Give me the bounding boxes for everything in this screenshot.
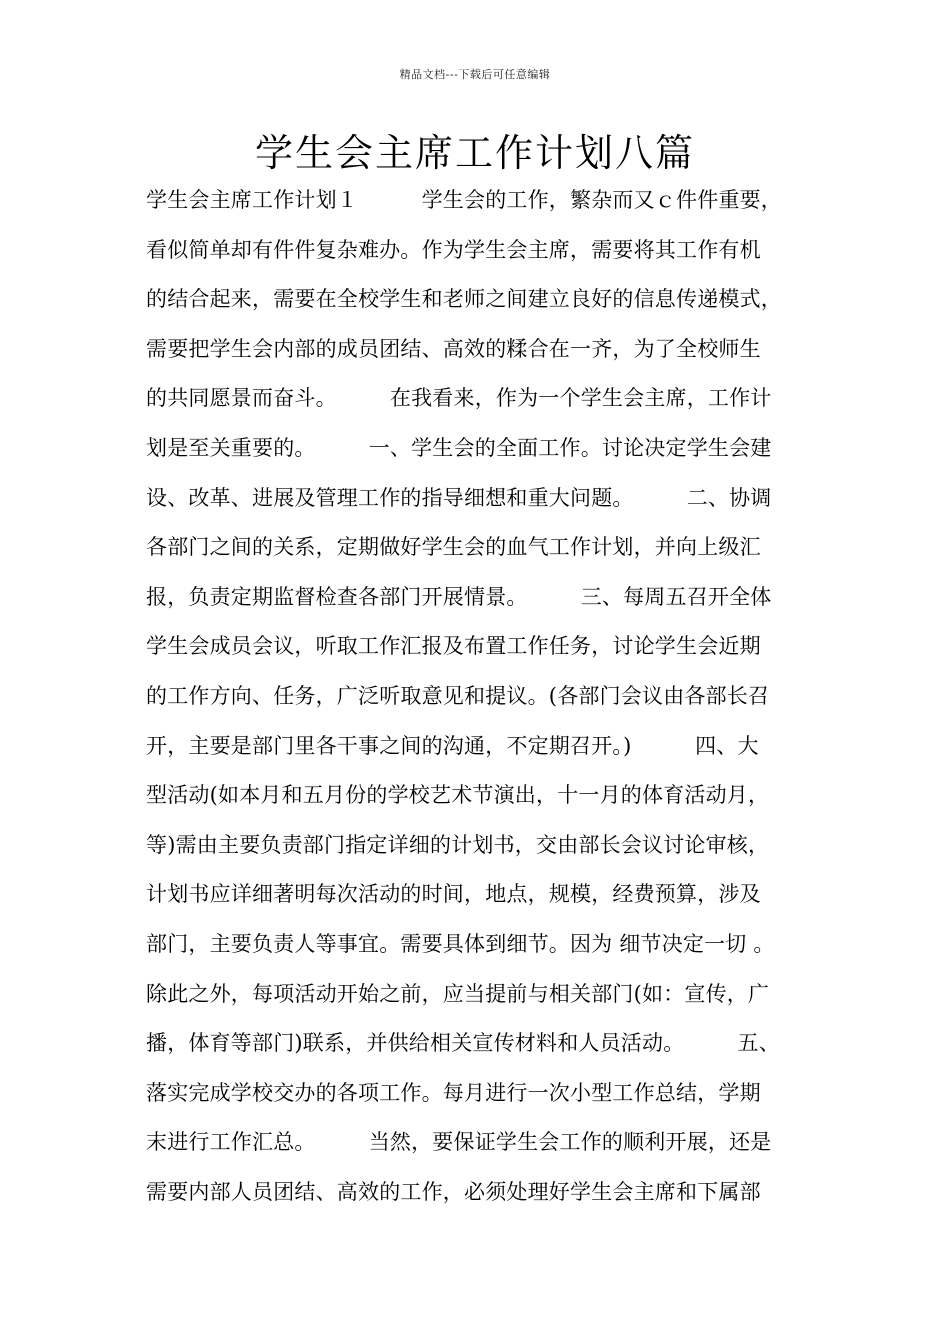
body-line: 除此之外，每项活动开始之前，应当提前与相关部门(如：宣传，广	[146, 981, 770, 1006]
body-line: 需要把学生会内部的成员团结、高效的糅合在一齐，为了全校师生	[146, 336, 761, 361]
body-line: 的结合起来，需要在全校学生和老师之间建立良好的信息传递模式，	[146, 287, 782, 312]
body-line: 末进行工作汇总。 当然，要保证学生会工作的顺利开展，还是	[146, 1130, 772, 1155]
body-line: 学生会主席工作计划１ 学生会的工作，繁杂而又ｃ件件重要，	[146, 188, 782, 212]
body-line: 开，主要是部门里各干事之间的沟通，不定期召开。) 四、大	[146, 733, 759, 758]
body-line: 看似简单却有件件复杂难办。作为学生会主席，需要将其工作有机	[146, 237, 761, 262]
body-line: 计划书应详细著明每次活动的时间，地点，规模，经费预算，涉及	[146, 882, 761, 907]
body-line: 划是至关重要的。 一、学生会的全面工作。讨论决定学生会建	[146, 435, 772, 460]
body-line: 播，体育等部门)联系，并供给相关宣传材料和人员活动。 五、	[146, 1031, 780, 1056]
body-line: 的共同愿景而奋斗。 在我看来，作为一个学生会主席，工作计	[146, 386, 772, 411]
body-line: 各部门之间的关系，定期做好学生会的血气工作计划，并向上级汇	[146, 535, 761, 560]
body-line: 型活动(如本月和五月份的学校艺术节演出，十一月的体育活动月，	[146, 783, 770, 808]
document-body	[146, 176, 836, 1217]
header-note: 精品文档---下载后可任意编辑	[399, 68, 551, 81]
body-line: 报，负责定期监督检查各部门开展情景。 三、每周五召开全体	[146, 584, 772, 609]
document-title: 学生会主席工作计划八篇	[254, 131, 695, 175]
body-line: 设、改革、进展及管理工作的指导细想和重大问题。 二、协调	[146, 485, 772, 510]
body-line: 部门，主要负责人等事宜。需要具体到细节。因为 细节决定一切 。	[146, 931, 775, 956]
body-line: 的工作方向、任务，广泛听取意见和提议。(各部门会议由各部长召	[146, 683, 770, 708]
body-line: 落实完成学校交办的各项工作。每月进行一次小型工作总结，学期	[146, 1080, 761, 1105]
body-line: 学生会成员会议，听取工作汇报及布置工作任务，讨论学生会近期	[146, 634, 761, 659]
body-line: 等)需由主要负责部门指定详细的计划书，交由部长会议讨论审核，	[146, 832, 770, 857]
body-line: 需要内部人员团结、高效的工作，必须处理好学生会主席和下属部	[146, 1179, 761, 1204]
